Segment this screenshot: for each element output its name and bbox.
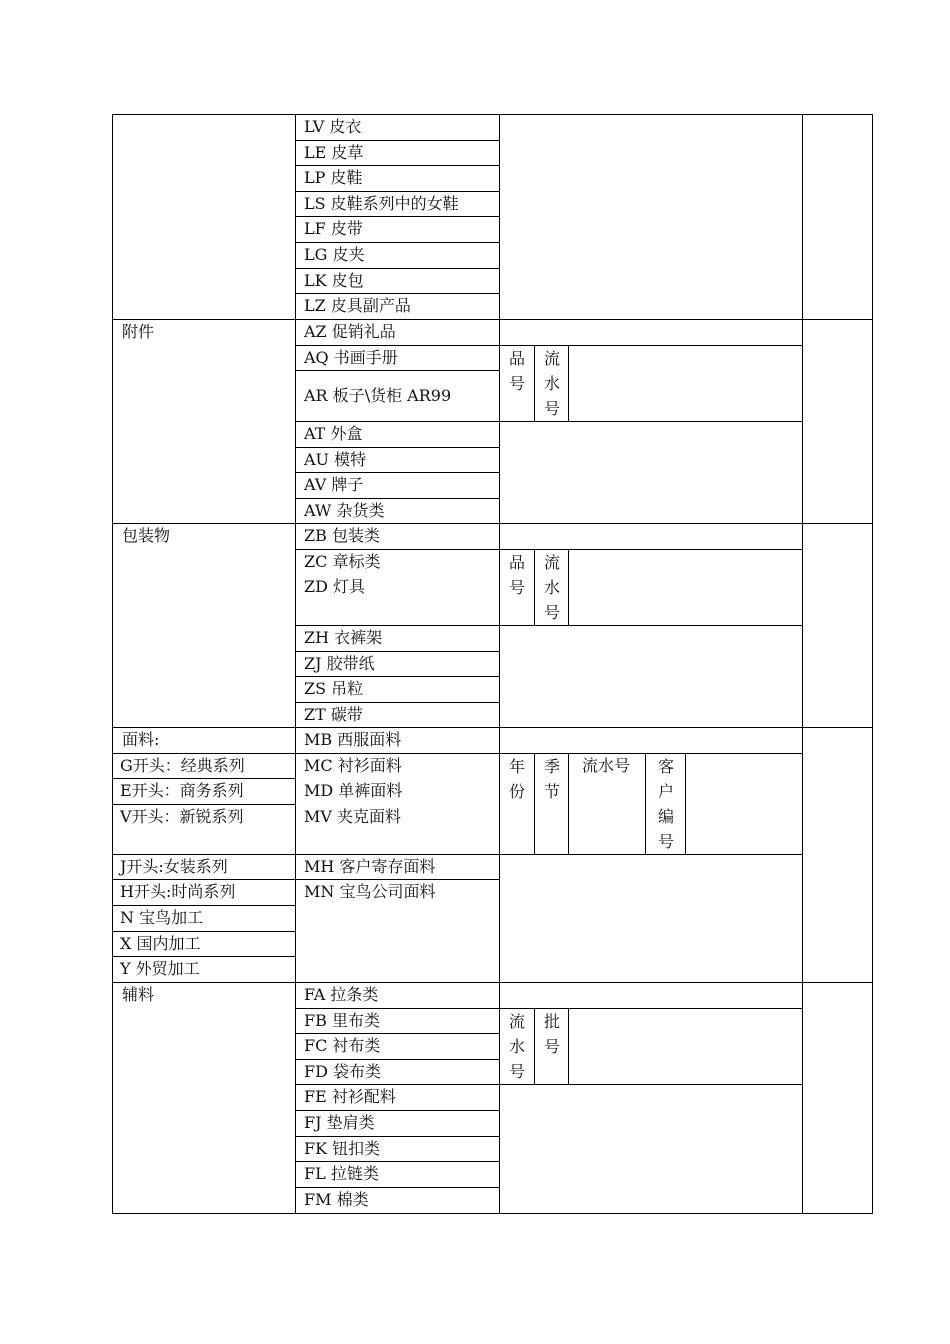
category-label: N 宝鸟加工	[120, 908, 204, 927]
item-code: FD 袋布类	[304, 1062, 382, 1081]
code-divider	[534, 753, 535, 855]
item-code: MN 宝鸟公司面料	[304, 882, 436, 901]
code-header: 流水号	[582, 756, 631, 775]
row-divider	[295, 165, 500, 166]
item-code: MH 客户寄存面料	[304, 857, 436, 876]
category-label: J开头:女装系列	[120, 857, 228, 876]
row-divider	[295, 1161, 500, 1162]
code-divider	[534, 1008, 535, 1085]
code-header: 季节	[543, 757, 560, 801]
item-code: ZB 包装类	[304, 526, 380, 545]
row-divider	[112, 931, 296, 932]
item-code: LK 皮包	[304, 271, 364, 290]
code-header: 客户编号	[657, 757, 674, 851]
item-code: LF 皮带	[304, 219, 363, 238]
item-code: FB 里布类	[304, 1011, 380, 1030]
code-header: 品号	[508, 553, 525, 597]
item-code: AZ 促销礼品	[304, 322, 396, 341]
row-divider	[112, 753, 803, 754]
category-label: 附件	[122, 322, 155, 341]
category-label: Y 外贸加工	[120, 959, 200, 978]
item-code: ZJ 胶带纸	[304, 654, 375, 673]
code-header: 流水号	[543, 553, 560, 622]
code-header: 流水号	[508, 1012, 525, 1081]
code-divider	[534, 345, 535, 422]
row-divider	[295, 370, 500, 371]
row-divider	[295, 191, 500, 192]
row-divider	[295, 268, 500, 269]
row-divider	[112, 804, 296, 805]
row-divider	[295, 625, 803, 626]
row-divider	[295, 293, 500, 294]
category-label: G开头：经典系列	[120, 756, 245, 775]
code-header: 年份	[508, 757, 525, 801]
column-divider	[499, 114, 500, 1214]
item-code: LG 皮夹	[304, 245, 365, 264]
row-divider	[295, 216, 500, 217]
code-divider	[568, 753, 569, 855]
item-code: AW 杂货类	[304, 501, 385, 520]
item-code: LV 皮衣	[304, 117, 362, 136]
item-code: AU 模特	[304, 450, 367, 469]
table-border-top	[112, 114, 873, 115]
code-header: 批号	[543, 1012, 560, 1056]
section-divider	[112, 982, 873, 983]
code-divider	[534, 549, 535, 626]
row-divider	[112, 778, 296, 779]
category-label: E开头：商务系列	[120, 781, 244, 800]
row-divider	[295, 242, 500, 243]
row-divider	[295, 472, 500, 473]
row-divider	[295, 421, 803, 422]
item-code: AV 牌子	[304, 475, 364, 494]
section-divider	[112, 319, 873, 320]
table-border-left	[112, 114, 113, 1214]
code-divider	[568, 345, 569, 422]
column-divider	[295, 114, 296, 1214]
item-code: LS 皮鞋系列中的女鞋	[304, 194, 459, 213]
column-divider	[802, 114, 803, 1214]
table-border-bottom	[112, 1213, 873, 1214]
row-divider	[295, 702, 500, 703]
row-divider	[295, 1110, 500, 1111]
row-divider	[295, 651, 500, 652]
item-code: ZC 章标类	[304, 552, 381, 571]
item-code: FK 钮扣类	[304, 1139, 381, 1158]
row-divider	[295, 1033, 500, 1034]
code-divider	[645, 753, 646, 855]
code-divider	[568, 549, 569, 626]
section-divider	[112, 523, 873, 524]
item-code: MD 单裤面料	[304, 781, 403, 800]
item-code: FM 棉类	[304, 1190, 369, 1209]
category-label: 辅料	[122, 985, 155, 1004]
item-code: MB 西服面料	[304, 730, 402, 749]
item-code: LP 皮鞋	[304, 168, 363, 187]
row-divider	[295, 676, 500, 677]
item-code: AQ 书画手册	[304, 348, 398, 367]
code-divider	[685, 753, 686, 855]
row-divider	[295, 1187, 500, 1188]
row-divider	[295, 140, 500, 141]
category-label: 包装物	[122, 526, 171, 545]
item-code: LZ 皮具副产品	[304, 296, 411, 315]
row-divider	[295, 498, 500, 499]
code-header: 流水号	[543, 349, 560, 418]
code-header: 品号	[508, 349, 525, 393]
item-code: ZD 灯具	[304, 577, 366, 596]
row-divider	[112, 854, 803, 855]
category-label: V开头：新锐系列	[120, 807, 244, 826]
table-border-right	[872, 114, 873, 1214]
section-divider	[112, 727, 873, 728]
item-code: FA 拉条类	[304, 985, 379, 1004]
row-divider	[295, 1059, 500, 1060]
item-code: FC 衬布类	[304, 1036, 381, 1055]
item-code: MV 夹克面料	[304, 807, 402, 826]
item-code: FL 拉链类	[304, 1164, 379, 1183]
item-code: AT 外盒	[304, 424, 363, 443]
item-code: MC 衬衫面料	[304, 756, 402, 775]
item-code: ZH 衣裤架	[304, 628, 383, 647]
row-divider	[112, 905, 296, 906]
row-divider	[295, 1084, 803, 1085]
item-code: ZT 碳带	[304, 705, 363, 724]
item-code: LE 皮草	[304, 143, 364, 162]
category-label: H开头:时尚系列	[120, 882, 236, 901]
row-divider	[112, 879, 500, 880]
item-code: AR 板子\货柜 AR99	[304, 386, 452, 405]
item-code: FJ 垫肩类	[304, 1113, 375, 1132]
code-divider	[568, 1008, 569, 1085]
row-divider	[295, 447, 500, 448]
item-code: ZS 吊粒	[304, 679, 364, 698]
category-label: X 国内加工	[120, 934, 201, 953]
row-divider	[112, 956, 296, 957]
category-label: 面料:	[122, 730, 160, 749]
item-code: FE 衬衫配料	[304, 1087, 396, 1106]
row-divider	[295, 1136, 500, 1137]
